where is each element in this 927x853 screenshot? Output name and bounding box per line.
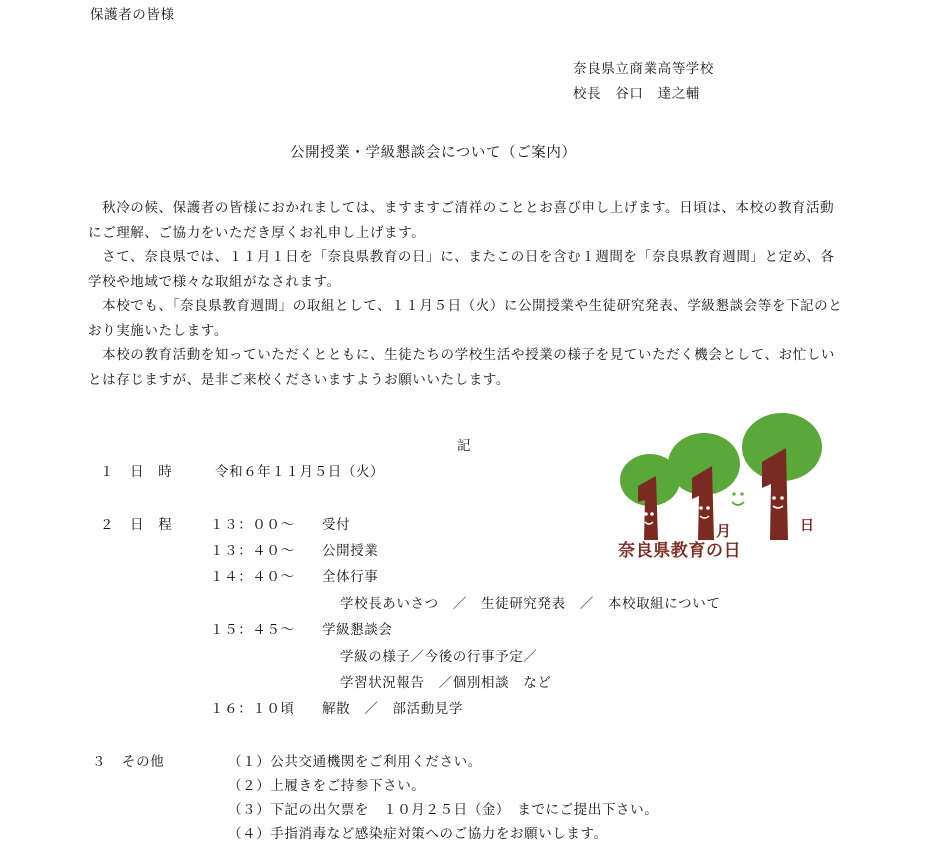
month-character: 月 — [716, 522, 732, 540]
item-1-label: 日 時 — [130, 464, 173, 480]
schedule-event: 公開授業 — [322, 543, 379, 559]
schedule-time: １４：４０～ — [210, 569, 295, 585]
schedule-event: 受付 — [322, 517, 351, 533]
education-day-logo-icon — [612, 412, 824, 562]
day-character: 日 — [800, 518, 815, 534]
body-paragraph-3: 本校でも、「奈良県教育週間」の取組として、１１月５日（火）に公開授業や生徒研究発表、学級懇談会等を下記のとおり実施いたします。 — [88, 298, 843, 339]
document-title: 公開授業・学級懇談会について（ご案内） — [290, 145, 577, 161]
ki-heading: 記 — [457, 438, 472, 454]
schedule-event-detail: 学級の様子／今後の行事予定／ — [340, 649, 538, 665]
note-item: （２）上履きをご持参下さい。 — [228, 778, 426, 794]
principal-name: 校長 谷口 達之輔 — [573, 86, 700, 102]
body-paragraph-4: 本校の教育活動を知っていただくとともに、生徒たちの学校生活や授業の様子を見ていただく機会として、お忙しいとは存じますが、是非ご来校くださいますようお願いいたします。 — [88, 347, 836, 388]
note-item: （４）手指消毒など感染症対策へのご協力をお願いします。 — [228, 826, 608, 842]
eye-icon — [699, 506, 703, 510]
body-paragraph-1: 秋冷の候、保護者の皆様におかれましては、ますますご清祥のこととお喜び申し上げます。日頃は、本校の教育活動にご理解、ご協力をいただき厚くお礼申し上げます。 — [88, 200, 835, 241]
schedule-time: １３：００～ — [210, 517, 295, 533]
school-name: 奈良県立商業高等学校 — [573, 61, 714, 77]
education-day-logo — [612, 412, 824, 566]
eye-icon — [780, 496, 784, 500]
item-3-label: その他 — [122, 754, 165, 770]
eye-icon — [706, 506, 710, 510]
schedule-time: １５：４５～ — [210, 622, 295, 638]
schedule-event-detail: 学習状況報告 ／個別相談 など — [340, 675, 552, 691]
logo-caption: 奈良県教育の日 — [618, 541, 742, 561]
eye-icon — [772, 496, 776, 500]
smile-icon — [732, 502, 744, 505]
item-1-number: １ — [100, 464, 115, 480]
item-2-number: ２ — [100, 517, 115, 533]
eye-icon — [650, 512, 654, 516]
trunk-one-icon — [638, 476, 658, 540]
note-item: （１）公共交通機関をご利用ください。 — [228, 754, 482, 770]
eye-icon — [732, 492, 735, 495]
eye-icon — [644, 512, 648, 516]
schedule-time: １６：１０頃 — [210, 701, 295, 717]
item-2-label: 日 程 — [130, 517, 173, 533]
schedule-event: 学級懇談会 — [322, 622, 393, 638]
item-1-value: 令和６年１１月５日（火） — [215, 464, 385, 480]
schedule-time: １３：４０～ — [210, 543, 295, 559]
item-3-number: ３ — [92, 754, 107, 770]
trunk-one-icon — [692, 466, 714, 540]
trunk-one-icon — [762, 448, 788, 540]
addressee: 保護者の皆様 — [90, 7, 175, 23]
schedule-event-detail: 学校長あいさつ ／ 生徒研究発表 ／ 本校取組について — [340, 596, 721, 612]
schedule-event: 解散 ／ 部活動見学 — [322, 701, 463, 717]
note-item: （３）下記の出欠票を １０月２５日（金） までにご提出下さい。 — [228, 802, 659, 818]
schedule-event: 全体行事 — [322, 569, 379, 585]
body-paragraph-2: さて、奈良県では、１１月１日を「奈良県教育の日」に、またこの日を含む１週間を「奈良県教育週間」と定め、各学校や地域で様々な取組がなされます。 — [88, 249, 835, 290]
eye-icon — [740, 492, 743, 495]
